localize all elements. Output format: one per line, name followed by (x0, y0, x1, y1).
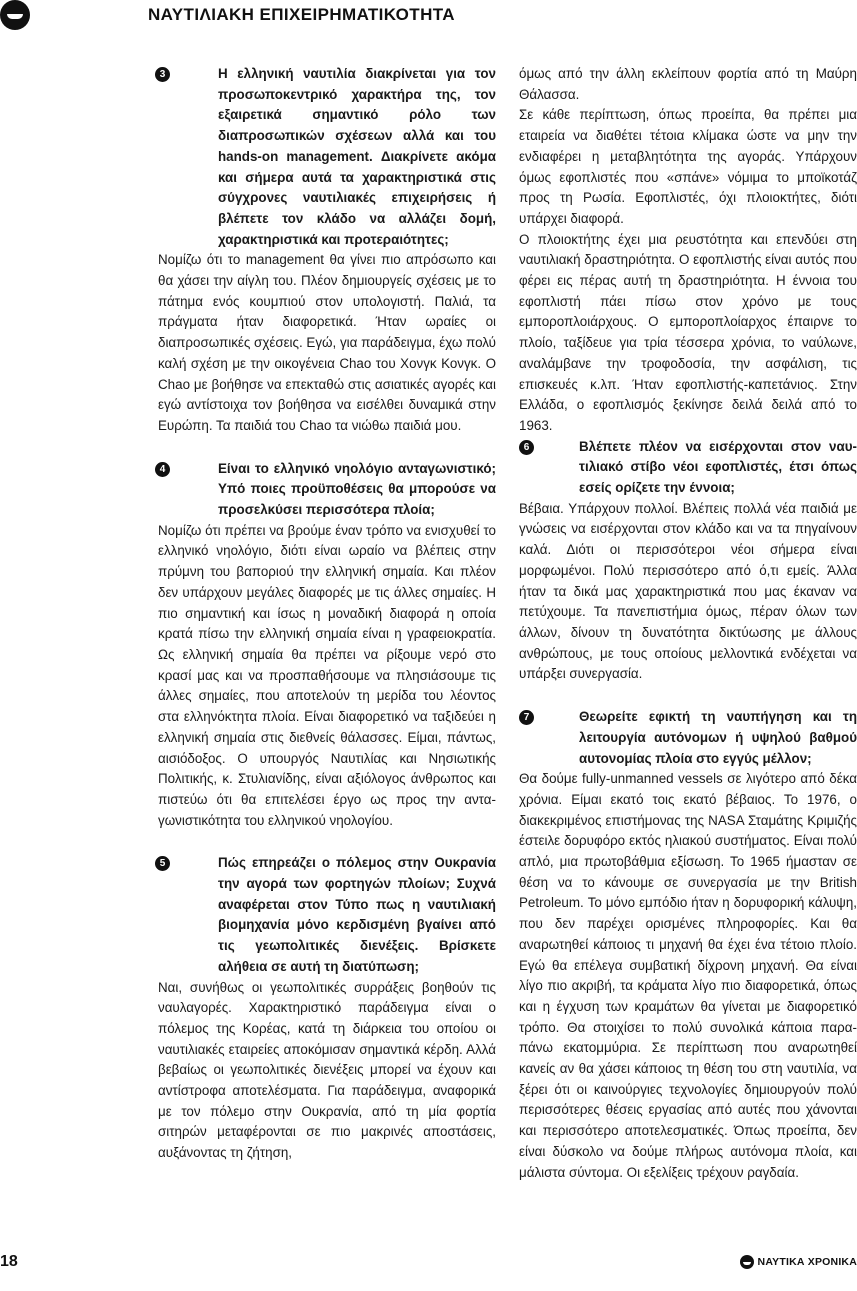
magazine-name: ΝΑΥΤΙΚΑ ΧΡΟΝΙΚΑ (757, 1256, 857, 1268)
interview-question: Πώς επηρεάζει ο πόλεμος στην Ουκρανία την αγορά των φορτηγών πλοίων; Συχνά αναφέρεται στον Τύπο πως η ναυτιλιακή βιομηχανία μόνο κερδισμένη βγαίνει από τις γεωπολιτικές διενέξεις. Βρίσκετε αλήθεια σε αυτή τη διατύπωση; (218, 855, 496, 974)
qa-block (519, 437, 857, 685)
paragraph: όμως από την άλλη εκλείπουν φορτία από τη Μαύρη Θάλασσα. (519, 66, 857, 102)
interview-question: Η ελληνική ναυτιλία διακρίνεται για τον προσωποκεντρικό χαρακτήρα της, τον εξαιρετικά σημαντικό ρόλο των διαπροσωπικών σχέσεων αλλά και του hands-on management. Διακρίνετε ακόμα και σήμερα αυτά τα χαρακτηριστικά στις σύγχρονες ναυτιλιακές επιχειρήσεις ή βλέπετε τον κλάδο να αλλάζει δομή, χαρακτηριστικά και προτεραιότητες; (218, 66, 496, 247)
section-title: ΝΑΥΤΙΛΙΑΚΗ ΕΠΙΧΕΙΡΗΜΑΤΙΚΟΤΗΤΑ (148, 5, 455, 24)
question-number-badge: 3 (155, 67, 170, 82)
paragraph: Σε κάθε περίπτωση, όπως προείπα, θα πρέπει μια εταιρεία να διαθέτει τέτοια κλίμακα ώστε να μην την ενδιαφέρει η μεταβλητότητα της αγοράς. Υπάρχουν όμως εφοπλιστές που «σπάνε» νόμιμα το μποϊκοτάζ προς τη Ρωσία. Εφοπλιστές, όχι πλοιοκτήτες, διότι υπάρχει διαφορά. (519, 107, 857, 226)
magazine-logo-icon (740, 1255, 754, 1269)
interview-question: Θεωρείτε εφικτή τη ναυπήγηση και τη λειτουργία αυτόνομων ή υψηλού βαθμού αυτονομίας πλοία στο εγγύς μέλλον; (579, 709, 857, 766)
interview-answer: Ναι, συνήθως οι γεωπολιτικές συρράξεις βοηθούν τις ναυλαγορές. Χαρακτηριστικό παράδειγμα είναι ο πόλεμος της Κορέας, κατά τη διάρκεια του οποίου οι ναυτιλιακές εταιρείες αποκόμισαν σημαντικά κέρδη. Αλλά βεβαίως οι γεωπολιτικές διενέξεις μπορεί να έχουν και αντίστροφα αποτελέσματα. Για παράδειγμα, αναφορικά με τον πόλεμο στην Ουκρανία, από τη μία φορτία σιτηρών μεταφέρονται σε πιο μακρινές αποστάσεις, αυξάνοντας τη ζήτηση, (158, 979, 496, 1161)
qa-block (519, 707, 857, 1183)
interview-answer: Θα δούμε fully-unmanned vessels σε λιγότερο από δέκα χρόνια. Είμαι εκατό τοις εκατό βέβαιος. Το 1976, ο διακεκριμένος επιστήμονας της NASA Σταμάτης Κριμιζής έστειλε δορυφόρο εκτός ηλιακού συστήματος. Είναι πολύ απλό, μια πρωτοβάθμια εξίσωση. Το 1965 ήμασταν σε θέση να το κάνουμε σε συνεργασία με την British Petroleum. Το μόνο εμπόδιο ήταν η δορυφορική κάλυψη, που δεν παρέχει ορισμένες πληροφορίες. Και θα αναρωτηθεί κάποιος τι μηχανή θα έχει ένα τέτοιο πλοίο. Εγώ θα επέλεγα συμβατική δίχρονη μηχανή. Θα είναι λίγο πιο ακριβή, τα κράματα λίγο πιο διαφορετικά, όπως και η έγχυση των κραμάτων θα γίνεται με διαφορετικό τρόπο. Θα στοιχίσει το πολύ συνολικά κάποια παραπάνω εκατομμύρια. Σε περίπτωση που αναρωτηθεί κανείς αν θα χάσει κάποιος τη θέση του στη ναυτιλία, να ξέρει ότι οι καινούργιες τεχνολογίες δημιουργούν πολύ περισσότερες θέσεις εργασίας από αυτές που χάνονται και περισσότερο αποτελεσματικές. Όπως προείπα, δεν είναι δύσκολο να δούμε πλήρως αυτόνομα πλοία, και μάλιστα σύντομα. Οι εξελίξεις τρέχουν ραγδαία. (519, 771, 857, 1180)
page-header (0, 0, 857, 34)
interview-question: Βλέπετε πλέον να εισέρχονται στον ναυτιλιακό στίβο νέοι εφοπλιστές, έτσι όπως εσείς ορίζετε την έννοια; (579, 438, 857, 496)
interview-answer: Νομίζω ότι πρέπει να βρούμε έναν τρόπο να ενισχυθεί το ελληνικό νηολόγιο, διότι είναι ωραίο να βλέπεις στην πρύμνη του βαποριού την ελληνική σημαία. Και πλέον δεν υπάρχουν μεγάλες διαφορές με τις άλλες σημαίες. Η πιο σημαντική και ίσως η μοναδική διαφορά η οποία κρατά πίσω την ελληνική σημαία είναι η γραφειοκρατία. Ως ελληνική σημαία θα πρέπει να ρίξουμε νερό στο κρασί μας και να προσπαθήσουμε να πλησιάσουμε τις άλλες σημαίες, που αποτελούν τη μερίδα του λέοντος στα ελληνόκτητα πλοία. Είναι διαφορετικό να ταξιδεύει η ελληνική σημαία στις διεθνείς θάλασσες. Είμαι, πάντως, αισιόδοξος. Ο υπουργός Ναυτιλίας και Νησιωτικής Πολιτικής, κ. Στυλιανίδης, είναι αξιόλογος άνθρωπος και πιστεύω ότι θα επιτελέσει έργο ως προς την ανταγωνιστικότητα του ελληνικού νηολογίου. (158, 522, 496, 828)
interview-question: Είναι το ελληνικό νηολόγιο ανταγωνιστικό; Υπό ποιες προϋποθέσεις θα μπορούσε να προσελκύσει περισσότερα πλοία; (218, 460, 496, 518)
page-number: 18 (0, 1253, 18, 1270)
answer-continuation (519, 64, 857, 437)
question-number-badge: 7 (519, 710, 534, 725)
qa-block (158, 459, 496, 832)
right-column (519, 64, 857, 1183)
left-column (158, 64, 496, 1164)
footer-brand (740, 1255, 857, 1269)
question-number-badge: 6 (519, 440, 534, 455)
magazine-logo-icon (0, 0, 30, 30)
paragraph: Ο πλοιοκτήτης έχει μια ρευστότητα και επενδύει στη ναυτιλιακή δραστηριότητα. Ο εφοπλιστής είναι αυτός που φέρει εις πέρας αυτή τη δραστηριότητα. Η έννοια του εφοπλιστή πάει πίσω στον χρόνο με τους εμποροπλοιάρχους. Ο εμποροπλοίαρχος έπαιρνε το πλοίο, ταξίδευε για τρία τέσσερα χρόνια, το ναύλωνε, αναλάμβανε την τροφοδοσία, την ασφάλιση, τις επισκευές κ.λπ. Ήταν εφοπλιστής-καπετάνιος. Στην Ελλάδα, ο εφοπλισμός ξεκίνησε δειλά δειλά από το 1963. (519, 231, 857, 433)
qa-block (158, 64, 496, 437)
question-number-badge: 4 (155, 462, 170, 477)
qa-block (158, 853, 496, 1164)
interview-answer: Βέβαια. Υπάρχουν πολλοί. Βλέπεις πολλά νέα παιδιά με γνώσεις να εισέρχονται στον κλάδο και να τα πηγαίνουν καλά. Διότι οι περισσότεροι νέοι σήμερα είναι μορφωμένοι. Πολύ περισσότερο από ό,τι εμείς. Άλλα ήταν τα δικά μας χαρακτηριστικά που μας έκαναν να πετύχουμε. Τα πανεπιστήμια όμως, πέραν όλων των άλλων, δίνουν τη δυνατότητα δικτύωσης με άλλους ανθρώπους, με τους οποίους μελλοντικά ενδέχεται να υπάρξει συνεργασία. (519, 500, 857, 682)
interview-answer: Νομίζω ότι το management θα γίνει πιο απρόσωπο και θα χάσει την αίγλη του. Πλέον δημιουργείς σχέσεις με το πάτημα ενός κουμπιού στον υπολογιστή. Παλιά, τα πράγματα ήταν διαφορετικά. Ήταν ωραίες οι διαπροσωπικές σχέσεις. Εγώ, για παράδειγμα, έχω πολύ καλή σχέση με την οικογένεια Chao του Χονγκ Κονγκ. Ο Chao με βοήθησε να επεκταθώ στις ασιατικές αγορές και εγώ αντίστοιχα τον βοήθησα να εισέλθει δυναμικά στην Ευρώπη. Τα παιδιά του Chao τα νιώθω παιδιά μου. (158, 252, 496, 433)
question-number-badge: 5 (155, 856, 170, 871)
